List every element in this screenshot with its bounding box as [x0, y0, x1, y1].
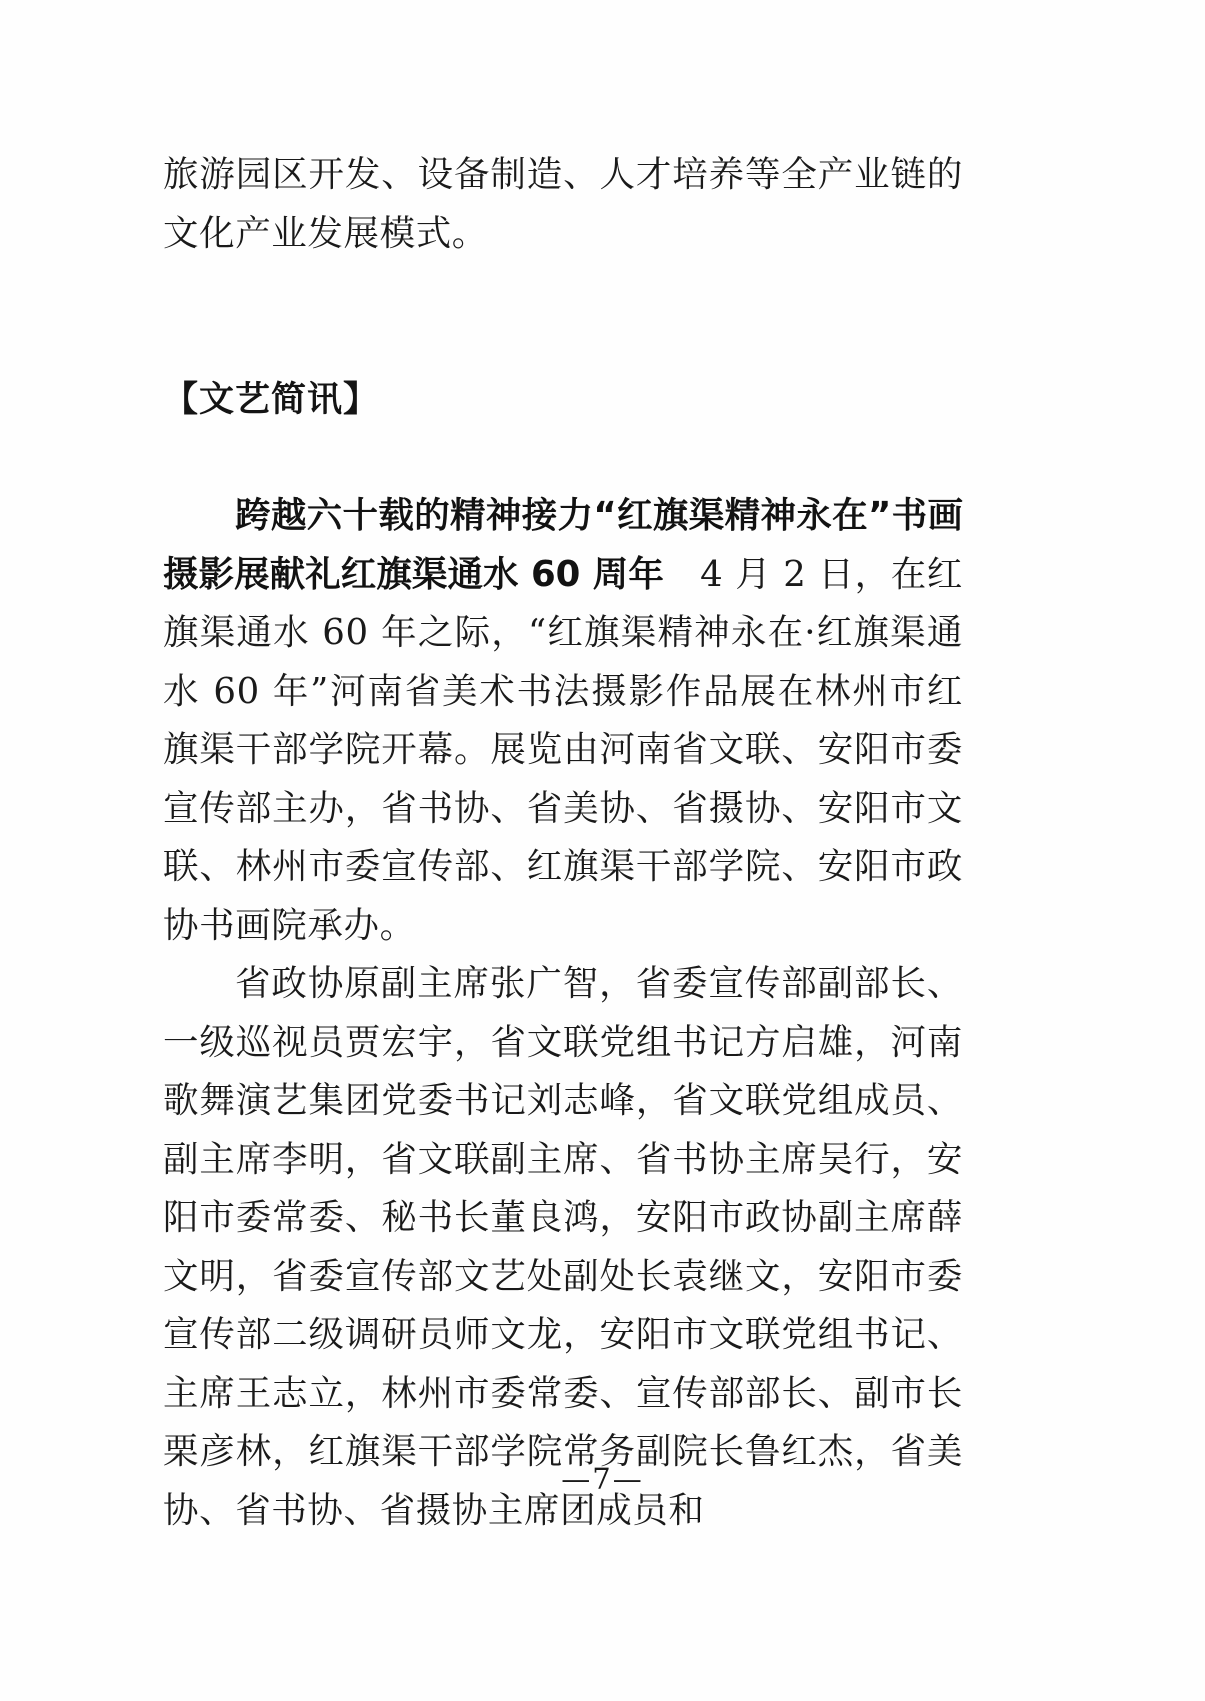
continued-paragraph: 旅游园区开发、设备制造、人才培养等全产业链的文化产业发展模式。	[163, 154, 963, 254]
article-headline: 跨越六十载的精神接力“红旗渠精神永在”书画摄影展献礼红旗渠通水 60 周年	[163, 495, 963, 595]
spacer-after-heading	[163, 425, 963, 487]
spacer-before-heading	[163, 263, 963, 375]
section-heading-arts-briefs: 【文艺简讯】	[163, 380, 380, 420]
article-paragraph-1-text: 4 月 2 日，在红旗渠通水 60 年之际，“红旗渠精神永在·红旗渠通水 60 年”河南省美术书法摄影作品展在林州市红旗渠干部学院开幕。展览由河南省文联、安阳市委宣传部主办，省书协、省美协、省摄协、安阳市文联、林州市委宣传部、红旗渠干部学院、安阳市政协书画院承办。	[163, 553, 963, 946]
article-paragraph-1	[163, 487, 963, 955]
headline-separator	[664, 554, 700, 595]
article-paragraph-2: 省政协原副主席张广智，省委宣传部副部长、一级巡视员贾宏宇，省文联党组书记方启雄，河南歌舞演艺集团党委书记刘志峰，省文联党组成员、副主席李明，省文联副主席、省书协主席吴行，安阳市委常委、秘书长董良鸿，安阳市政协副主席薛文明，省委宣传部文艺处副处长袁继文，安阳市委宣传部二级调研员师文龙，安阳市文联党组书记、主席王志立，林州市委常委、宣传部部长、副市长栗彦林，红旗渠干部学院常务副院长鲁红杰，省美协、省书协、省摄协主席团成员和	[163, 963, 963, 1531]
page-content	[163, 146, 963, 1540]
page-number: —7—	[561, 1462, 644, 1496]
